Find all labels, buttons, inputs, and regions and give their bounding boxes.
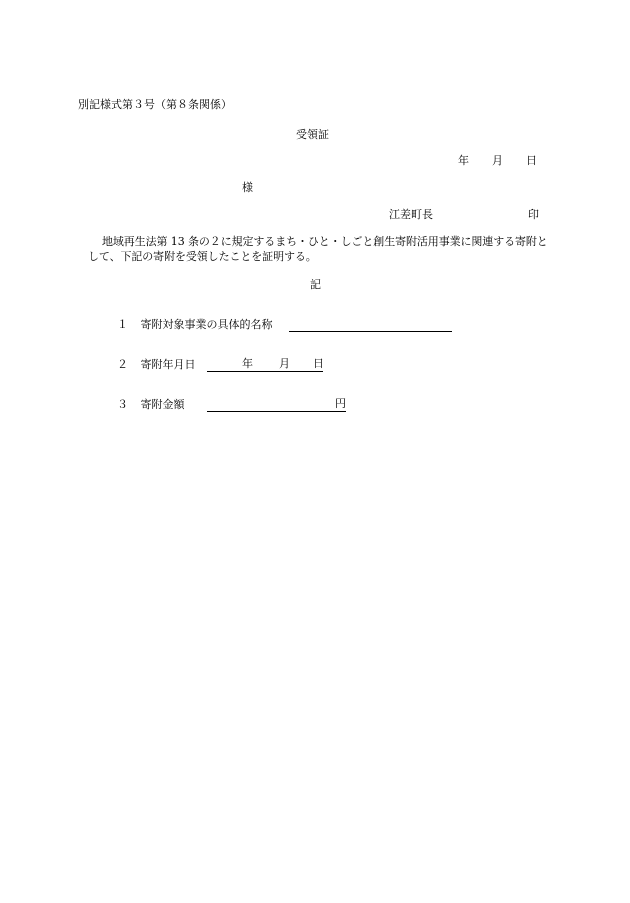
item-number: ２ <box>117 358 128 371</box>
donation-date-month: 月 <box>279 357 290 370</box>
donation-amount-unit: 円 <box>335 397 346 410</box>
item-number: １ <box>117 318 128 331</box>
item-donation-date <box>117 358 196 372</box>
project-name-field[interactable] <box>289 317 452 332</box>
item-label: 寄附金額 <box>140 398 185 411</box>
addressee-suffix: 様 <box>242 181 253 194</box>
item-donation-amount <box>117 398 185 412</box>
donation-date-field[interactable] <box>207 357 323 372</box>
item-label: 寄附対象事業の具体的名称 <box>140 318 273 331</box>
issue-date <box>458 154 537 168</box>
issuer-title: 江差町長 <box>389 208 433 221</box>
item-project-name <box>117 318 273 332</box>
item-number: ３ <box>117 398 128 411</box>
donation-date-year: 年 <box>242 357 253 370</box>
certification-text: 地域再生法第 13 条の２に規定するまち・ひと・しごと創生寄附活用事業に関連する寄附として、下記の寄附を受領したことを証明する。 <box>88 235 548 263</box>
donation-date-day: 日 <box>313 357 324 370</box>
ki-heading: 記 <box>310 278 321 291</box>
document-title: 受領証 <box>296 128 329 141</box>
item-label: 寄附年月日 <box>140 358 196 371</box>
donation-amount-field[interactable] <box>207 397 346 412</box>
form-number: 別記様式第３号（第８条関係） <box>78 98 232 111</box>
issuer-seal: 印 <box>528 208 539 221</box>
issue-date-month: 月 <box>492 154 503 167</box>
issue-date-day: 日 <box>526 154 537 167</box>
issue-date-year: 年 <box>458 154 469 167</box>
